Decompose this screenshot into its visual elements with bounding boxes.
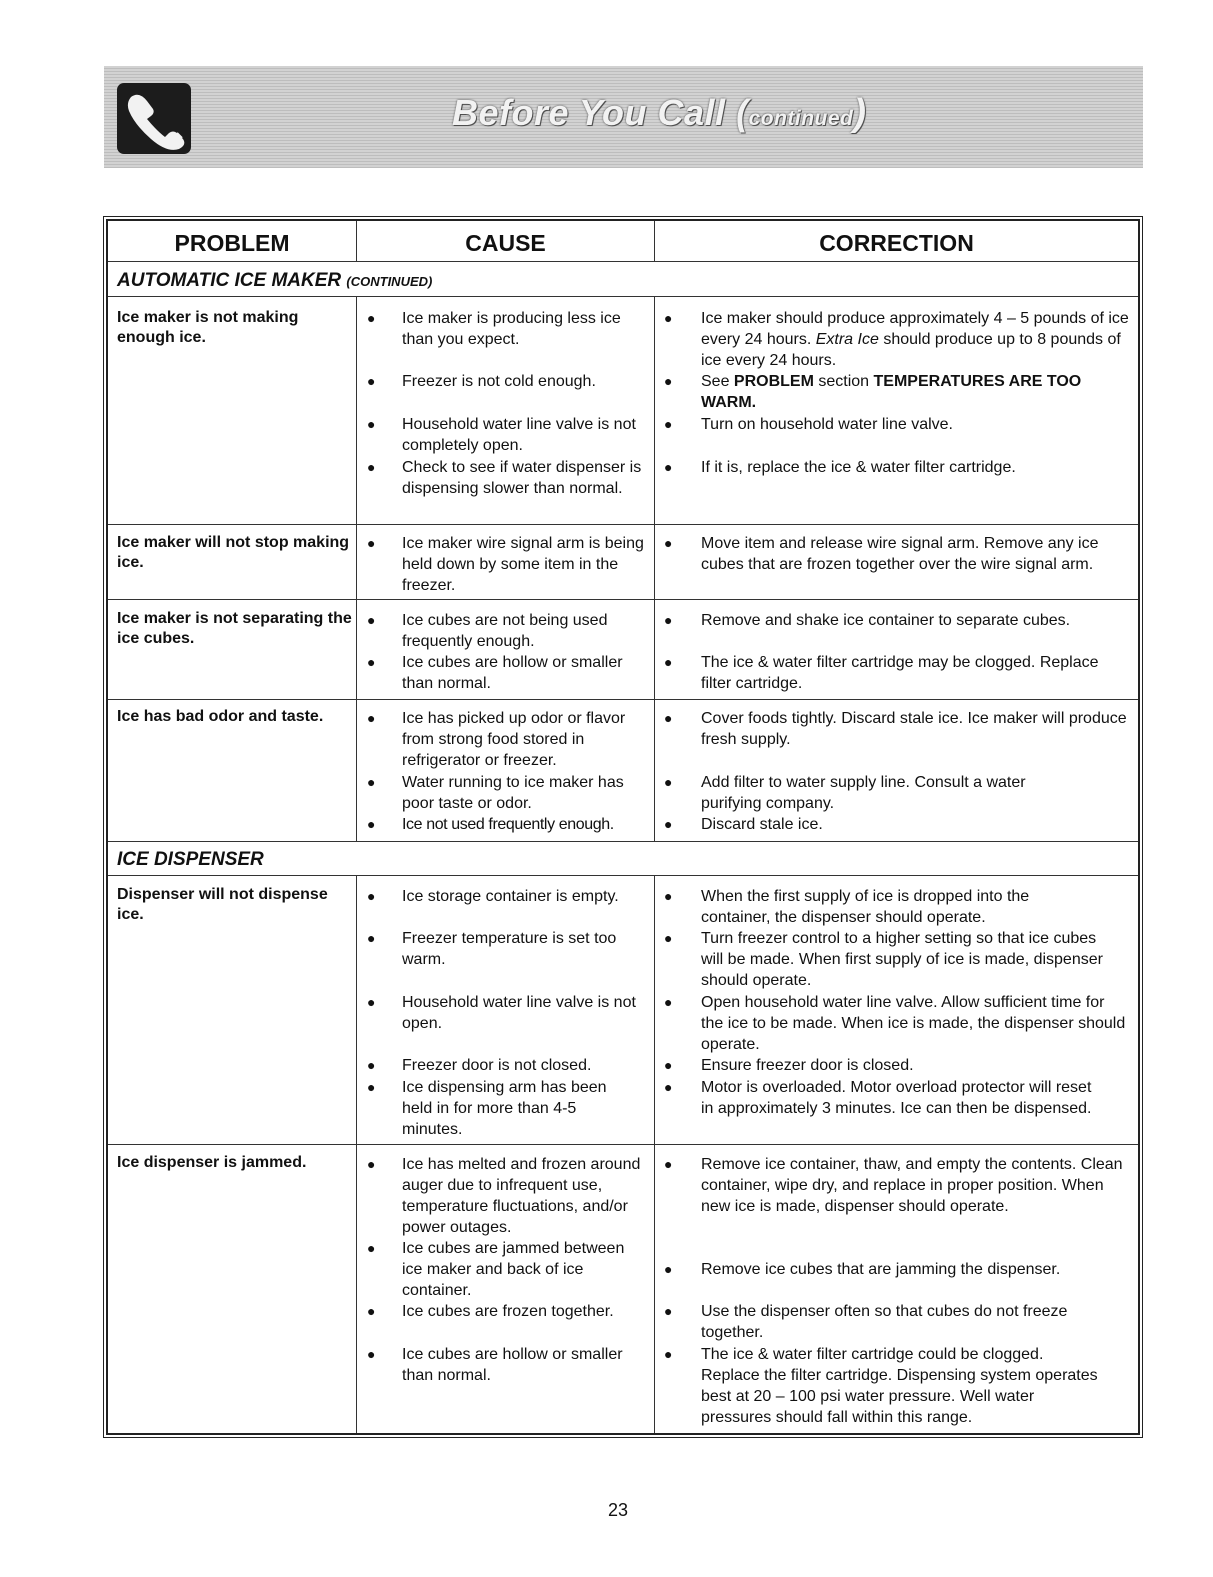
bullet: ● [664, 1057, 673, 1073]
bullet: ● [664, 816, 673, 832]
cause-text: Ice cubes are hollow or smaller than normal. [402, 1346, 623, 1384]
section-heading: ICE DISPENSER [117, 849, 264, 870]
correction-text: Remove ice cubes that are jamming the dispenser. [701, 1261, 1061, 1278]
page-number: 23 [608, 1500, 629, 1520]
bullet: ● [664, 994, 673, 1010]
problem-text: Ice maker will not stop making ice. [117, 534, 350, 571]
cause-text: Household water line valve is not open. [402, 994, 636, 1032]
correction-text: See PROBLEM section TEMPERATURES ARE TOO WARM. [701, 373, 1082, 411]
phone-handset-icon [117, 83, 191, 154]
bullet: ● [367, 310, 376, 326]
bullet: ● [664, 459, 673, 475]
correction-text: Motor is overloaded. Motor overload protector will reset in approximately 3 minutes. Ice can then be dispensed. [701, 1079, 1092, 1117]
cause-text: Household water line valve is not completely open. [402, 416, 636, 454]
bullet: ● [664, 373, 673, 389]
bullet: ● [367, 1156, 376, 1172]
correction-text: Cover foods tightly. Discard stale ice. Ice maker will produce fresh supply. [701, 710, 1127, 748]
column-header-cause: CAUSE [465, 230, 546, 256]
correction-text: Turn on household water line valve. [701, 416, 953, 433]
bullet: ● [367, 1240, 376, 1256]
bullet: ● [664, 1156, 673, 1172]
cause-text: Freezer temperature is set too warm. [402, 930, 617, 968]
divider [108, 296, 1138, 297]
column-header-correction: CORRECTION [819, 230, 974, 256]
divider [108, 875, 1138, 876]
divider [108, 841, 1138, 842]
bullet: ● [367, 816, 376, 832]
cause-text: Ice has melted and frozen around auger due to infrequent use, temperature fluctuations, and/or power outages. [402, 1156, 641, 1236]
divider [108, 1144, 1138, 1145]
correction-text: Move item and release wire signal arm. Remove any ice cubes that are frozen together over the wire signal arm. [701, 535, 1099, 573]
divider [356, 875, 357, 1433]
correction-text: Add filter to water supply line. Consult a water purifying company. [701, 774, 1026, 812]
bullet: ● [367, 774, 376, 790]
cause-text: Ice maker is producing less ice than you expect. [402, 310, 621, 348]
correction-text: When the first supply of ice is dropped into the container, the dispenser should operate. [701, 888, 1030, 926]
divider [108, 699, 1138, 700]
bullet: ● [367, 930, 376, 946]
bullet: ● [664, 1079, 673, 1095]
bullet: ● [367, 416, 376, 432]
cause-text: Ice dispensing arm has been held in for more than 4-5 minutes. [402, 1079, 607, 1138]
cause-text: Check to see if water dispenser is dispensing slower than normal. [402, 459, 642, 497]
bullet: ● [664, 1346, 673, 1362]
correction-text: Ensure freezer door is closed. [701, 1057, 914, 1074]
bullet: ● [664, 654, 673, 670]
bullet: ● [367, 710, 376, 726]
bullet: ● [367, 373, 376, 389]
correction-text: Turn freezer control to a higher setting so that ice cubes will be made. When first supply of ice is made, dispenser should operate. [701, 930, 1103, 989]
bullet: ● [367, 994, 376, 1010]
bullet: ● [367, 654, 376, 670]
bullet: ● [664, 888, 673, 904]
bullet: ● [664, 1261, 673, 1277]
correction-text: The ice & water filter cartridge may be clogged. Replace filter cartridge. [701, 654, 1099, 692]
cause-text: Ice cubes are jammed between ice maker and back of ice container. [402, 1240, 625, 1299]
divider [654, 296, 655, 841]
problem-text: Dispenser will not dispense ice. [117, 886, 328, 923]
bullet: ● [664, 710, 673, 726]
divider [108, 261, 1138, 262]
cause-text: Ice not used frequently enough. [402, 816, 614, 833]
bullet: ● [367, 888, 376, 904]
cause-text: Ice maker wire signal arm is being held down by some item in the freezer. [402, 535, 644, 594]
correction-text: Use the dispenser often so that cubes do not freeze together. [701, 1303, 1068, 1341]
bullet: ● [367, 1057, 376, 1073]
cause-text: Ice has picked up odor or flavor from strong food stored in refrigerator or freezer. [402, 710, 626, 769]
section-heading: AUTOMATIC ICE MAKER (CONTINUED) [117, 270, 433, 291]
bullet: ● [664, 612, 673, 628]
correction-text: If it is, replace the ice & water filter cartridge. [701, 459, 1016, 476]
bullet: ● [664, 930, 673, 946]
cause-text: Ice cubes are frozen together. [402, 1303, 614, 1320]
troubleshooting-table [106, 219, 1140, 1435]
correction-text: Discard stale ice. [701, 816, 823, 833]
bullet: ● [367, 612, 376, 628]
problem-text: Ice dispenser is jammed. [117, 1154, 307, 1171]
cause-text: Water running to ice maker has poor taste or odor. [402, 774, 624, 812]
divider [654, 875, 655, 1433]
problem-text: Ice maker is not separating the ice cubes. [117, 610, 352, 647]
divider [356, 296, 357, 841]
bullet: ● [367, 459, 376, 475]
bullet: ● [664, 1303, 673, 1319]
correction-text: Ice maker should produce approximately 4 – 5 pounds of ice every 24 hours. Extra Ice should produce up to 8 pounds of ice every 24 hours. [701, 310, 1129, 369]
bullet: ● [664, 310, 673, 326]
correction-text: The ice & water filter cartridge could be clogged. Replace the filter cartridge. Dispensing system operates best at 20 – 100 psi water pressure. Well water pressures should fall within this range. [701, 1346, 1098, 1426]
column-header-problem: PROBLEM [174, 230, 290, 256]
problem-text: Ice has bad odor and taste. [117, 708, 324, 725]
correction-text: Remove ice container, thaw, and empty the contents. Clean container, wipe dry, and replace in proper position. When new ice is made, dispenser should operate. [701, 1156, 1123, 1215]
problem-text: Ice maker is not making enough ice. [117, 309, 299, 346]
correction-text: Open household water line valve. Allow sufficient time for the ice to be made. When ice is made, the dispenser should operate. [701, 994, 1126, 1053]
bullet: ● [664, 416, 673, 432]
page-title: Before You Call (continued) [452, 92, 867, 134]
divider [108, 524, 1138, 525]
divider [108, 599, 1138, 600]
cause-text: Freezer door is not closed. [402, 1057, 592, 1074]
bullet: ● [367, 1079, 376, 1095]
cause-text: Ice cubes are not being used frequently enough. [402, 612, 608, 650]
bullet: ● [367, 535, 376, 551]
bullet: ● [367, 1346, 376, 1362]
bullet: ● [664, 774, 673, 790]
bullet: ● [367, 1303, 376, 1319]
cause-text: Ice cubes are hollow or smaller than normal. [402, 654, 623, 692]
correction-text: Remove and shake ice container to separate cubes. [701, 612, 1071, 629]
cause-text: Freezer is not cold enough. [402, 373, 596, 390]
bullet: ● [664, 535, 673, 551]
cause-text: Ice storage container is empty. [402, 888, 619, 905]
